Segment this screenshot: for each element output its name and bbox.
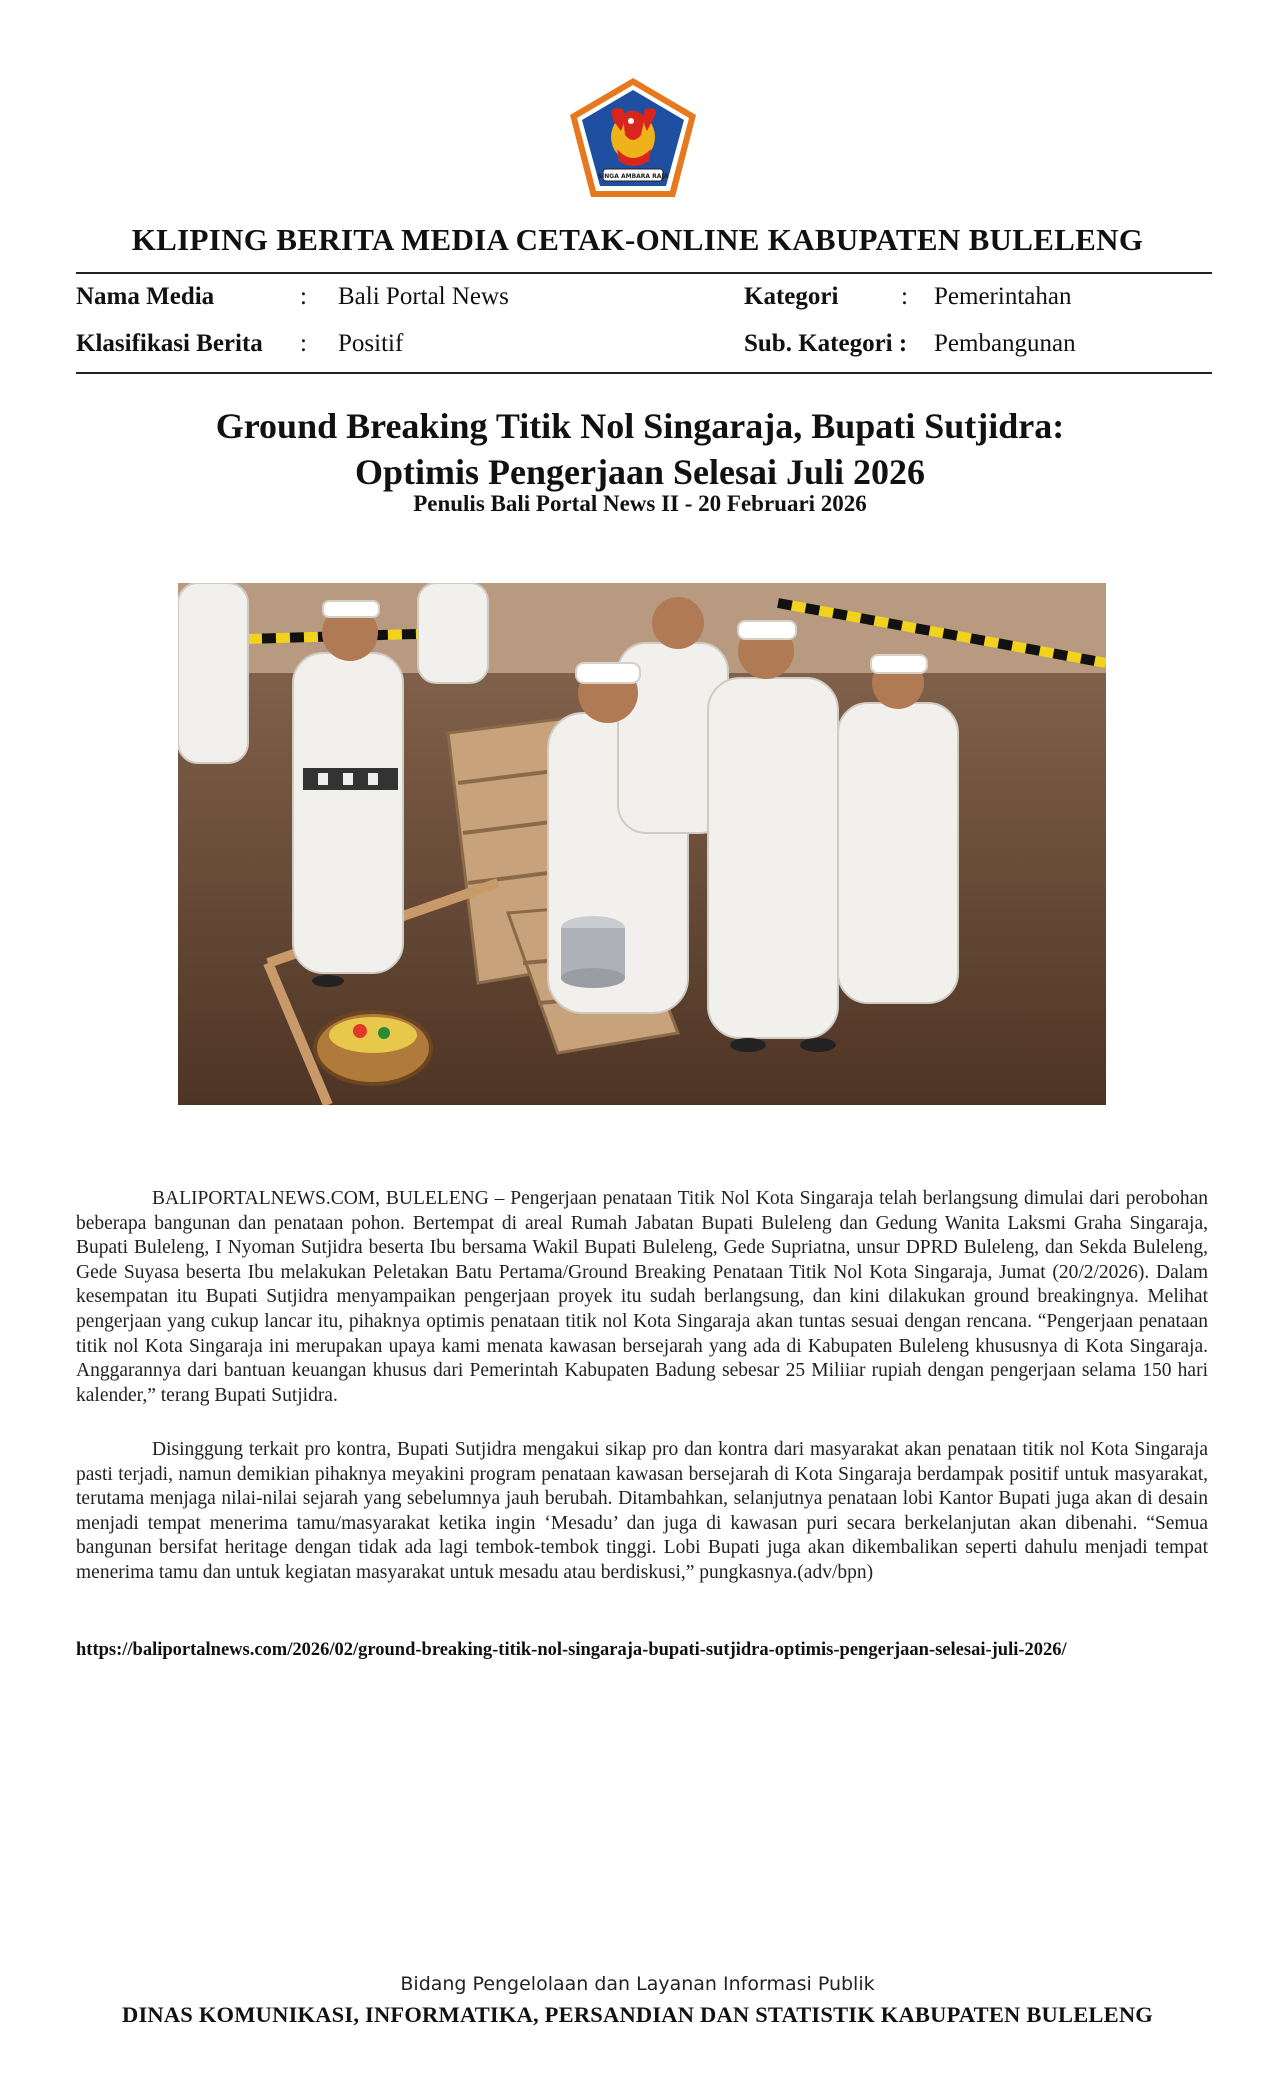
classification-separator: : (300, 330, 307, 357)
headline-line-2: Optimis Pengerjaan Selesai Juli 2026 (355, 452, 925, 492)
article-paragraph-1: BALIPORTALNEWS.COM, BULELENG – Pengerjaan penataan Titik Nol Kota Singaraja telah berlangsung dimulai dari perobohan beberapa bangunan dan penataan pohon. Bertempat di areal Rumah Jabatan Bupati Buleleng dan Gedung Wanita Laksmi Graha Singaraja, Bupati Buleleng, I Nyoman Sutjidra beserta Ibu bersama Wakil Bupati Buleleng, Gede Supriatna, unsur DPRD Buleleng, dan Sekda Buleleng, Gede Suyasa beserta Ibu melakukan Peletakan Batu Pertama/Ground Breaking Penataan Titik Nol Kota Singaraja, Jumat (20/2/2026). Dalam kesempatan itu Bupati Sutjidra menyampaikan pengerjaan proyek itu sudah berlangsung, dan kini dilakukan ground breakingnya. Melihat pengerjaan yang cukup lancar itu, pihaknya optimis penataan titik nol Kota Singaraja akan tuntas sesuai dengan rencana. “Pengerjaan penataan titik nol Kota Singaraja ini merupakan upaya kami menata kawasan bersejarah yang ada di Kabupaten Buleleng khususnya di Kota Singaraja. Anggarannya dari bantuan keuangan khusus dari Pemerintah Kabupaten Badung sebesar 25 Miliiar rupiah dengan pengerjaan selama 150 hari kalender,” terang Bupati Sutjidra. (76, 1188, 1208, 1406)
classification-value: Positif (338, 330, 404, 357)
classification-label: Klasifikasi Berita (76, 330, 263, 357)
article-paragraph-2: Disinggung terkait pro kontra, Bupati Sutjidra mengakui sikap pro dan kontra dari masyarakat akan penataan titik nol Kota Singaraja pasti terjadi, namun demikian pihaknya meyakini program penataan kawasan bersejarah di Kota Singaraja berdampak positif untuk masyarakat, terutama menjaga nilai-nilai sejarah yang sebelumnya jauh berubah. Ditambahkan, selanjutnya penataan lobi Kantor Bupati juga akan di desain menjadi tempat menerima tamu/masyarakat ketika ingin ‘Mesadu’ dan juga di kawasan puri secara berkelanjutan akan dibenahi. “Semua bangunan bersifat heritage dengan tidak ada lagi tembok-tembok tinggi. Lobi Bupati juga akan dikembalikan seperti dahulu menjadi tempat menerima tamu dan untuk kegiatan masyarakat untuk mesadu atau berdiskusi,” pungkasnya.(adv/bpn) (76, 1439, 1208, 1583)
article-headline (80, 403, 1200, 495)
media-separator: : (300, 283, 307, 310)
category-label: Kategori (744, 283, 839, 310)
footer-agency: DINAS KOMUNIKASI, INFORMATIKA, PERSANDIAN DAN STATISTIK KABUPATEN BULELENG (122, 2002, 1153, 2027)
subcategory-value: Pembangunan (934, 330, 1076, 357)
media-label: Nama Media (76, 283, 215, 310)
buleleng-crest-icon (565, 75, 701, 201)
headline-line-1: Ground Breaking Titik Nol Singaraja, Bupati Sutjidra: (215, 406, 1065, 446)
media-value: Bali Portal News (338, 283, 509, 310)
article-byline: Penulis Bali Portal News II - 20 Februari 2026 (413, 491, 867, 516)
logo-motto: SINGA AMBARA RAJA (597, 173, 669, 180)
header-rule-top (76, 272, 1212, 274)
footer-department: Bidang Pengelolaan dan Layanan Informasi Publik (400, 1973, 875, 1995)
category-value: Pemerintahan (934, 283, 1072, 310)
category-separator: : (901, 283, 908, 310)
subcategory-label: Sub. Kategori : (744, 330, 908, 357)
header-rule-bottom (76, 372, 1212, 374)
document-title: KLIPING BERITA MEDIA CETAK-ONLINE KABUPATEN BULELENG (131, 222, 1144, 257)
ceremony-photo-icon (178, 583, 1106, 1105)
source-url-link[interactable]: https://baliportalnews.com/2026/02/ground-breaking-titik-nol-singaraja-bupati-sutjidra-optimis-pengerjaan-selesai-juli-2026/ (76, 1640, 1067, 1660)
